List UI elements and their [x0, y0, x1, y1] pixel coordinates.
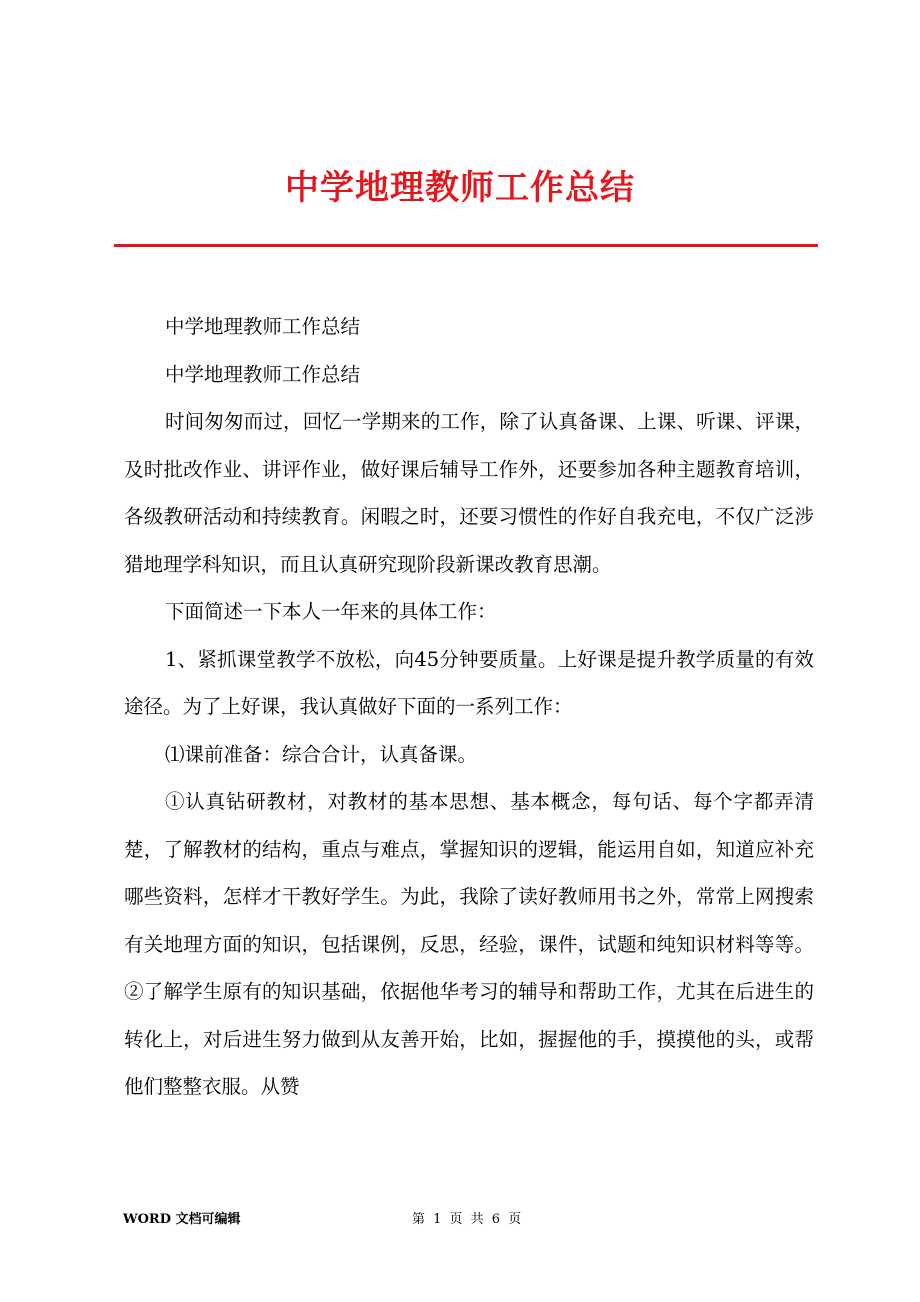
paragraph-heading-1: 中学地理教师工作总结 — [165, 315, 361, 338]
paragraph-heading-2: 中学地理教师工作总结 — [165, 362, 361, 386]
page-footer — [0, 1208, 920, 1232]
paragraph-subitem-1: ⑴课前准备：综合合计，认真备课。 — [165, 742, 478, 766]
document-body — [124, 303, 814, 1111]
paragraph-intro: 时间匆匆而过，回忆一学期来的工作，除了认真备课、上课、听课、评课，及时批改作业、讲评作业，做好课后辅导工作外，还要参加各种主题教育培训，各级教研活动和持续教育。闲暇之时，还要习惯性的作好自我充电，不仅广泛涉猎地理学科知识，而且认真研究现阶段新课改教育思潮。 — [124, 410, 814, 576]
paragraph-item-1: 1、紧抓课堂教学不放松，向45分钟要质量。上好课是提升教学质量的有效途径。为了上好课，我认真做好下面的一系列工作： — [124, 647, 814, 718]
paragraph-detail: ①认真钻研教材，对教材的基本思想、基本概念，每句话、每个字都弄清楚，了解教材的结构，重点与难点，掌握知识的逻辑，能运用自如，知道应补充哪些资料，怎样才干教好学生。为此，我除了读好教师用书之外，常常上网搜索有关地理方面的知识，包括课例，反思，经验，课件，试题和纯知识材料等等。②了解学生原有的知识基础，依据他华考习的辅导和帮助工作，尤其在后进生的转化上，对后进生努力做到从友善开始，比如，握握他的手，摸摸他的头，或帮他们整整衣服。从赞 — [124, 790, 814, 1098]
footer-page-number: 第 1 页 共 6 页 — [412, 1212, 524, 1227]
title-divider — [114, 244, 818, 247]
document-title: 中学地理教师工作总结 — [285, 168, 635, 208]
paragraph-overview: 下面简述一下本人一年来的具体工作： — [165, 600, 497, 623]
footer-editable-label: WORD 文档可编辑 — [123, 1212, 241, 1227]
